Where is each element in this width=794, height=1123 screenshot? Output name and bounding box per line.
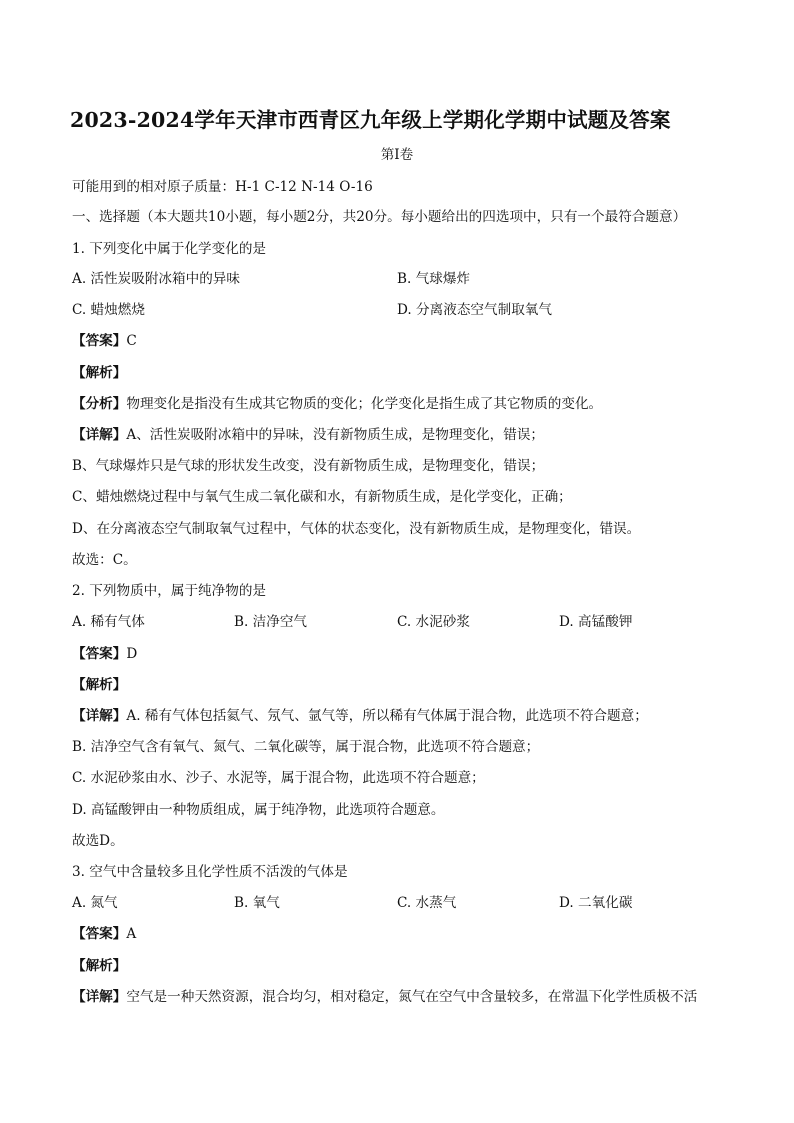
question-2-detail-c: C. 水泥砂浆由水、沙子、水泥等，属于混合物，此选项不符合题意；	[72, 770, 485, 786]
detail-label: 【详解】	[72, 989, 127, 1005]
answer-value: D	[126, 646, 138, 662]
answer-label: 【答案】	[72, 926, 127, 942]
section-heading: 一、选择题（本大题共10小题，每小题2分，共20分。每小题给出的四选项中，只有一个最符合题意）	[72, 209, 687, 225]
question-2-option-d: D. 高锰酸钾	[559, 614, 633, 630]
question-1-detail-c: C、蜡烛燃烧过程中与氧气生成二氧化碳和水，有新物质生成，是化学变化，正确；	[72, 489, 572, 505]
question-2-detail-a	[72, 707, 648, 725]
detail-text: A. 稀有气体包括氦气、氖气、氩气等，所以稀有气体属于混合物，此选项不符合题意；	[126, 708, 648, 724]
question-2-answer	[72, 645, 137, 663]
fenxi-label: 【分析】	[72, 396, 127, 412]
question-3-option-d: D. 二氧化碳	[559, 895, 633, 911]
question-1-detail-d: D、在分离液态空气制取氧气过程中，气体的状态变化，没有新物质生成，是物理变化，错误。	[72, 521, 641, 537]
detail-label: 【详解】	[72, 708, 127, 724]
question-2-detail-b: B. 洁净空气含有氧气、氮气、二氧化碳等，属于混合物，此选项不符合题意；	[72, 739, 540, 755]
volume-heading: 第I卷	[380, 147, 414, 163]
question-3-option-c: C. 水蒸气	[397, 895, 457, 911]
question-2-option-b: B. 洁净空气	[234, 614, 308, 630]
atomic-mass-note: 可能用到的相对原子质量：H-1 C-12 N-14 O-16	[72, 179, 373, 195]
analysis-label: 【解析】	[72, 365, 127, 381]
question-3-option-a: A. 氮气	[72, 895, 118, 911]
page-title: 2023-2024学年天津市西青区九年级上学期化学期中试题及答案	[70, 108, 671, 132]
answer-value: A	[126, 926, 137, 942]
question-1-option-b: B. 气球爆炸	[397, 271, 471, 287]
question-1-analysis-label	[72, 364, 126, 382]
answer-label: 【答案】	[72, 646, 127, 662]
detail-text: A、活性炭吸附冰箱中的异味，没有新物质生成，是物理变化，错误；	[126, 427, 545, 443]
question-1-answer	[72, 332, 137, 350]
fenxi-text: 物理变化是指没有生成其它物质的变化；化学变化是指生成了其它物质的变化。	[126, 396, 603, 412]
question-3-analysis-label	[72, 957, 126, 975]
question-2-analysis-label	[72, 676, 126, 694]
question-1-option-d: D. 分离液态空气制取氧气	[397, 302, 552, 318]
answer-value: C	[126, 333, 137, 349]
analysis-label: 【解析】	[72, 677, 127, 693]
analysis-label: 【解析】	[72, 958, 127, 974]
question-1-option-a: A. 活性炭吸附冰箱中的异味	[72, 271, 240, 287]
question-1-conclusion: 故选：C。	[72, 552, 137, 568]
question-1-detail-b: B、气球爆炸只是气球的形状发生改变，没有新物质生成，是物理变化，错误；	[72, 458, 545, 474]
detail-label: 【详解】	[72, 427, 127, 443]
question-2-stem: 2. 下列物质中，属于纯净物的是	[72, 583, 267, 599]
detail-text: 空气是一种天然资源，混合均匀，相对稳定，氮气在空气中含量较多，在常温下化学性质极不活	[126, 989, 698, 1005]
question-3-detail	[72, 988, 697, 1006]
question-1-detail-a	[72, 426, 544, 444]
question-1-option-c: C. 蜡烛燃烧	[72, 302, 145, 318]
question-2-option-c: C. 水泥砂浆	[397, 614, 470, 630]
question-2-detail-d: D. 高锰酸钾由一种物质组成，属于纯净物，此选项符合题意。	[72, 802, 445, 818]
question-3-stem: 3. 空气中含量较多且化学性质不活泼的气体是	[72, 864, 348, 880]
question-3-answer	[72, 925, 136, 943]
question-1-fenxi	[72, 395, 602, 413]
question-3-option-b: B. 氧气	[234, 895, 280, 911]
question-2-option-a: A. 稀有气体	[72, 614, 145, 630]
question-1-stem: 1. 下列变化中属于化学变化的是	[72, 241, 267, 257]
answer-label: 【答案】	[72, 333, 127, 349]
question-2-conclusion: 故选D。	[72, 833, 124, 849]
